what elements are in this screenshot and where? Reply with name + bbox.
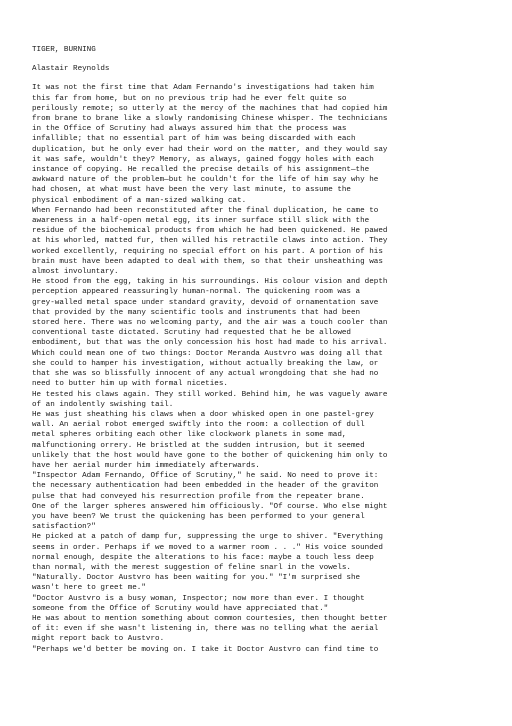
paragraph: He was just sheathing his claws when a door whisked open in one pastel-grey wall. An aerial robot emerged swiftly into the room: a collection of dull metal spheres orbiting each other like clockwork planets in some mad, malfunctioning orrery. He bristled at the sudden intrusion, but it seemed unlikely that the host would have gone to the bother of quickening him only to have her aerial murder him immediately afterwards.	[32, 410, 388, 470]
paragraph: "Perhaps we'd better be moving on. I take it Doctor Austvro can find time to	[32, 645, 379, 654]
paragraph: "Naturally. Doctor Austvro has been waiting for you." "I'm surprised she wasn't here to greet me."	[32, 574, 361, 593]
paragraph: He stood from the egg, taking in his surroundings. His colour vision and depth perception appeared reassuringly human-normal. The quickening room was a grey-walled metal space under standard gravity, devoid of ornamentation save that provided by the many scientific tools and instruments that had been stored here. There was no welcoming party, and the air was a touch cooler than conventional taste dictated. Scrutiny had requested that he be allowed embodiment, but that was the only concession his host had made to his arrival. Which could mean one of two things: Doctor Meranda Austvro was doing all that she could to hamper his investigation, without actually breaking the law, or that she was so blissfully innocent of any actual wrongdoing that she had no need to butter him up with formal niceties.	[32, 278, 388, 389]
document-body	[32, 83, 502, 654]
document-page	[32, 45, 502, 655]
paragraph: He tested his claws again. They still worked. Behind him, he was vaguely aware of an indolently swishing tail.	[32, 390, 388, 409]
paragraph: He picked at a patch of damp fur, suppressing the urge to shiver. "Everything seems in order. Perhaps if we moved to a warmer room . . ." His voice sounded normal enough, despite the alterations to his face: maybe a touch less deep than normal, with the merest suggestion of feline snarl in the vowels.	[32, 533, 383, 572]
paragraph: "Doctor Austvro is a busy woman, Inspector; now more than ever. I thought someone from the Office of Scrutiny would have appreciated that."	[32, 594, 365, 613]
document-title: TIGER, BURNING	[32, 46, 96, 54]
paragraph: One of the larger spheres answered him officiously. "Of course. Who else might you have been? We trust the quickening has been performed to your general satisfaction?"	[32, 502, 388, 532]
paragraph: He was about to mention something about common courtesies, then thought better of it: even if she wasn't listening in, there was no telling what the aerial might report back to Austvro.	[32, 614, 388, 644]
paragraph: "Inspector Adam Fernando, Office of Scrutiny," he said. No need to prove it: the necessary authentication had been embedded in the header of the graviton pulse that had conveyed his resurrection profile from the repeater brane.	[32, 472, 379, 501]
paragraph: When Fernando had been reconstituted after the final duplication, he came to awareness in a half-open metal egg, its inner surface still slick with the residue of the biochemical products from which he had been quickened. He pawed at his whorled, matted fur, then willed his retractile claws into action. They worked excellently, requiring no special effort on his part. A portion of his brain must have been adapted to deal with them, so that their unsheathing was almost involuntary.	[32, 206, 388, 277]
paragraph: It was not the first time that Adam Fernando's investigations had taken him this far from home, but on no previous trip had he ever felt quite so perilously remote; so utterly at the mercy of the machines that had copied him from brane to brane like a slowly randomising Chinese whisper. The technicians in the Office of Scrutiny had always assured him that the process was infallible; that no essential part of him was being discarded with each duplication, but he only ever had their word on the matter, and they would say it was safe, wouldn't they? Memory, as always, gained foggy holes with each instance of copying. He recalled the precise details of his assignment—the awkward nature of the problem—but he couldn't for the life of him say why he had chosen, at what must have been the very last minute, to assume the physical embodiment of a man-sized walking cat.	[32, 84, 388, 205]
document-author: Alastair Reynolds	[32, 65, 110, 74]
